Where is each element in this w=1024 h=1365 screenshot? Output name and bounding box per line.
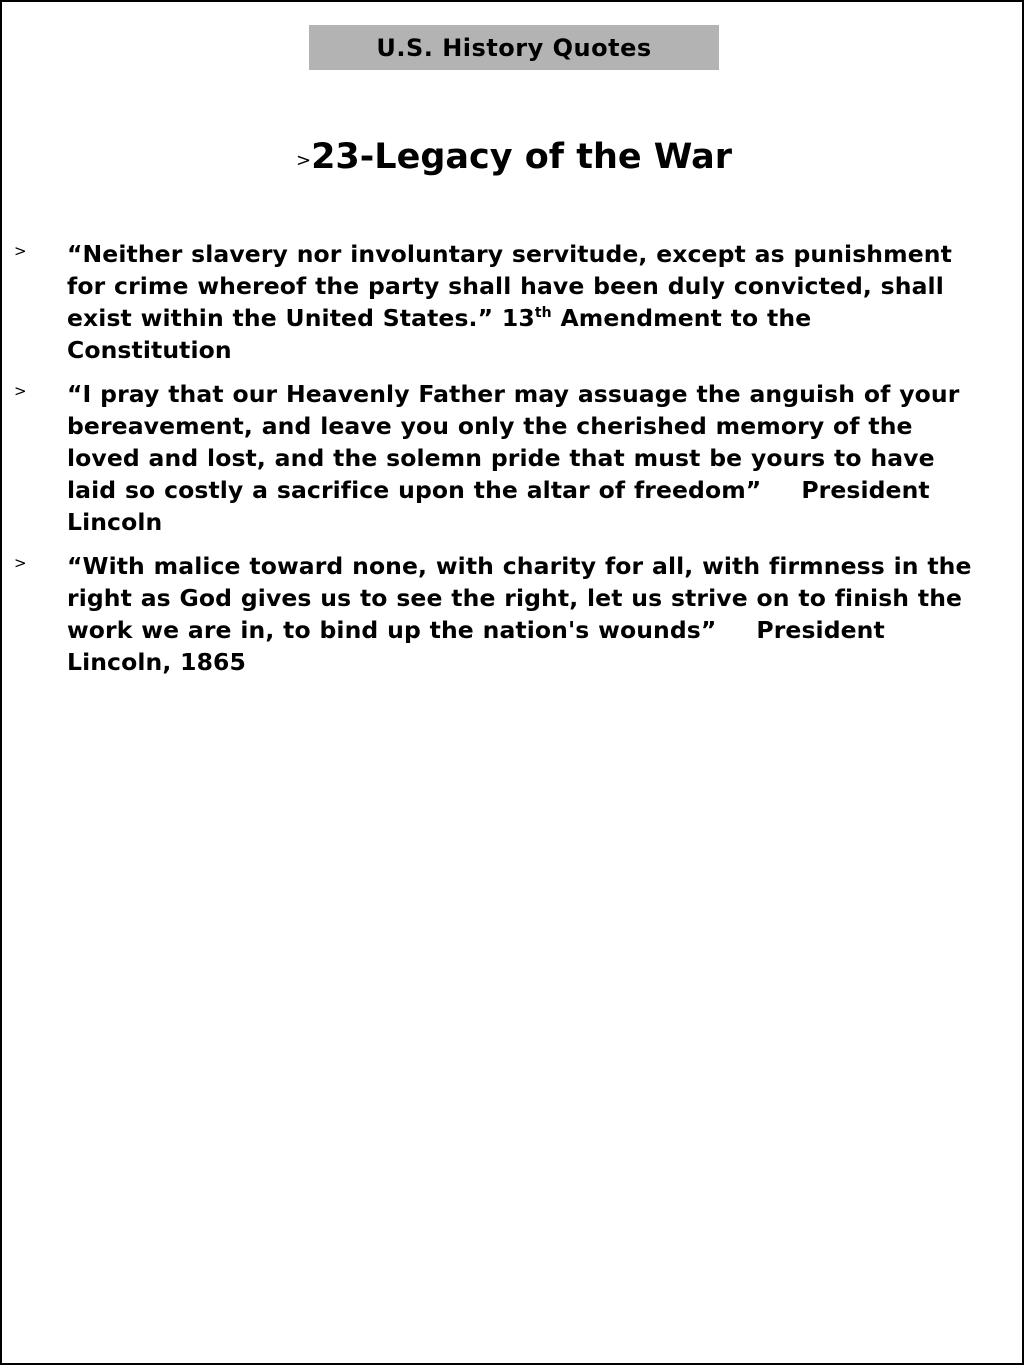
ordinal-superscript: th — [534, 305, 552, 321]
bullet-arrow-icon: > — [14, 242, 27, 260]
title-text: 23-Legacy of the War — [311, 137, 733, 177]
quote-body: “I pray that our Heavenly Father may assuage the anguish of your bereavement, and leave you only the cherished memory of the loved and lost, and the solemn pride that must be yours to have laid so costly a sacrifice upon the altar of freedom” — [67, 380, 960, 504]
quote-text — [67, 550, 982, 678]
bullet-arrow-icon: > — [14, 554, 27, 572]
quote-attribution: President Lincoln, 1865 — [67, 616, 885, 676]
quote-body: “Neither slavery nor involuntary servitude, except as punishment for crime whereof the party shall have been duly convicted, shall exist within the United States.” 13 — [67, 240, 952, 332]
quote-attribution: President Lincoln — [67, 476, 930, 536]
header-label: U.S. History Quotes — [376, 33, 652, 62]
bullet-arrow-icon: > — [14, 382, 27, 400]
quote-text — [67, 238, 982, 366]
quote-text — [67, 378, 982, 538]
quote-body: “With malice toward none, with charity for all, with firmness in the right as God gives us to see the right, let us strive on to finish the work we are in, to bind up the nation's wounds” — [67, 552, 972, 644]
title-bullet-icon: > — [295, 150, 312, 171]
quote-attribution: Amendment to the Constitution — [67, 304, 812, 364]
page-title — [2, 133, 1024, 185]
header-banner — [309, 25, 719, 70]
